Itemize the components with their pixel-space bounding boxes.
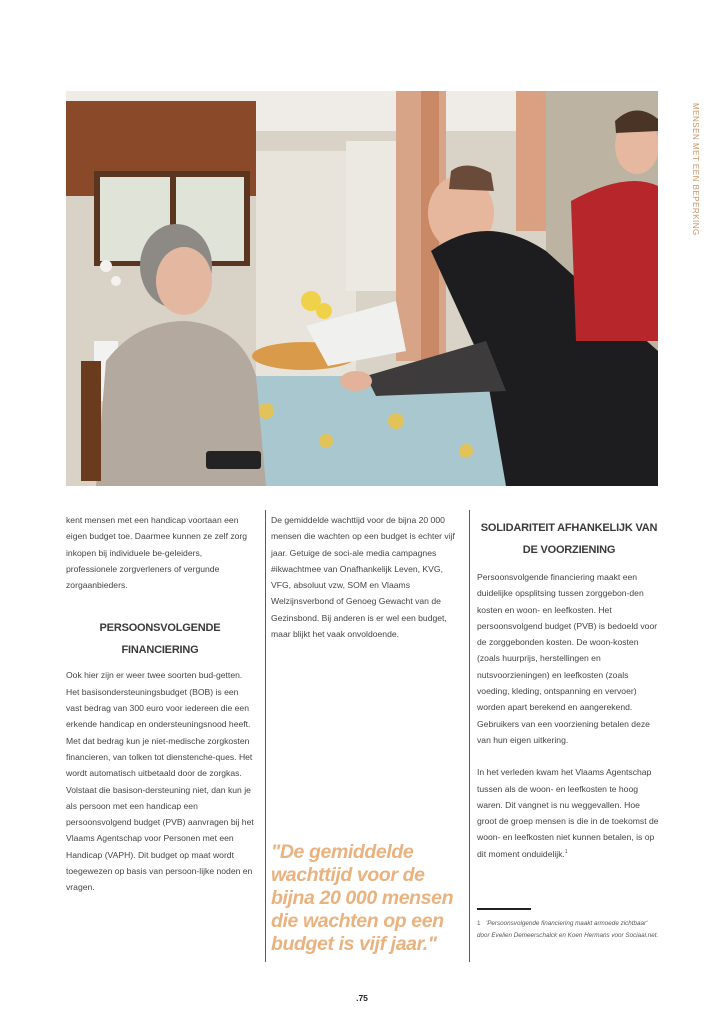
- footnote: [477, 918, 661, 943]
- section-heading: PERSOONSVOLGENDE FINANCIERING: [99, 622, 221, 657]
- photo-of-bread-delivery-icon: [66, 91, 658, 486]
- footnote-marker: 1: [564, 848, 568, 855]
- text-column-3: [477, 517, 661, 965]
- paragraph: De gemiddelde wachttijd voor de bijna 20 000 mensen die wachten op een budget is echter vijf jaar. Getuige de soci-ale media campagnes #ikwachtmee van Onafhankelijk Leven, KVG, VFG, absoluut vzw, SOM en Vlaams Welzijnsverbond of Genoeg Gewacht van de Gezinsbond. Bij anderen is er wel een budget, maar blijkt het vaak onvoldoende.: [271, 515, 455, 640]
- paragraph: Ook hier zijn er weer twee soorten bud-getten. Het basisondersteuningsbudget (BOB) is een vast bedrag van 300 euro voor iedereen die een erkende handicap en ondersteuningsnood heeft. Met dat bedrag kun je niet-medische zorgkosten financieren, van tolken tot dienstenche-ques. Het wordt automatisch uitbetaald door de zorgkas. Volstaat die basison-dersteuning niet, dan kun je als persoon met een handicap een persoonsvolgend budget (PVB) aanvragen bij het Vlaams Agentschap voor Personen met een Handicap (VAPH). Dit budget op maat wordt toegewezen op basis van persoon-lijke noden en vragen.: [66, 670, 254, 893]
- page-number: .75: [356, 993, 368, 1003]
- footnote-number: 1: [477, 920, 481, 927]
- section-heading: SOLIDARITEIT AFHANKELIJK VAN DE VOORZIENING: [480, 522, 658, 556]
- paragraph: kent mensen met een handicap voortaan een eigen budget toe. Daarmee kunnen ze zelf zorg inkopen bij individuele be-geleiders, professionele zorgverleners of vergunde zorgaanbieders.: [66, 515, 248, 591]
- paragraph: In het verleden kwam het Vlaams Agentschap tussen als de woon- en leefkosten te hoog waren. Dit vangnet is nu weggevallen. Hoe groot de groep mensen is die in de toekomst de woon- en leefkosten niet kunnen betalen, is op dit moment onduidelijk.$^1$: [477, 767, 659, 859]
- pull-quote: "De gemiddelde wachttijd voor de bijna 20 000 mensen die wachten op een budget is vijf jaar.": [271, 841, 454, 955]
- section-side-label: MENSEN MET EEN BEPERKING: [691, 103, 700, 236]
- footnote-text: 'Persoonsvolgende financiering maakt armoede zichtbaar' door Evelien Demeerschalck en Koen Hermans voor Sociaal.net.: [477, 920, 659, 940]
- article-photo: [66, 91, 658, 486]
- text-column-1: [66, 512, 254, 960]
- column-divider: [469, 510, 470, 962]
- paragraph: Persoonsvolgende financiering maakt een duidelijke opsplitsing tussen zorggebon-den kosten en woon- en leefkosten. Het persoonsvolgend budget (PVB) is bedoeld voor de zorggebonden kosten. De woon-kosten (zoals huurprijs, herstellingen en nutsvoorzieningen) en leefkosten (zoals voeding, kleding, ontspanning en vervoer) worden apart berekend en aangerekend. Gebruikers van een voorziening betalen deze van hun eigen uitkering.: [477, 572, 658, 745]
- column-divider: [265, 510, 266, 962]
- footnote-divider: [477, 908, 531, 910]
